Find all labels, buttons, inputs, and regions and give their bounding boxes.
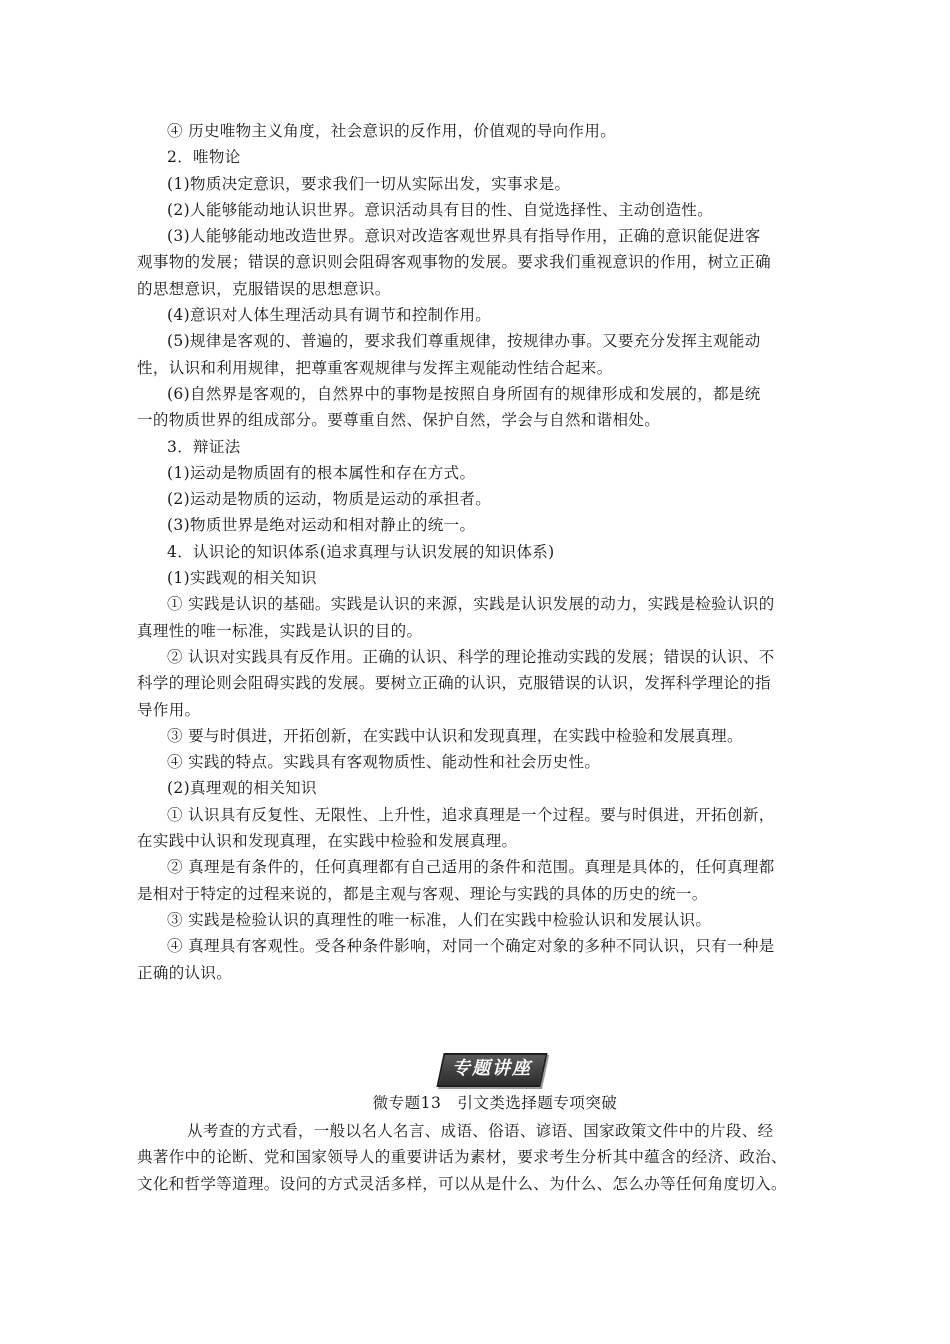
text-line: 一的物质世界的组成部分。要尊重自然、保护自然，学会与自然和谐相处。 — [137, 411, 661, 430]
intro-paragraph — [137, 1118, 817, 1197]
text-line: ② 认识对实践具有反作用。正确的认识、科学的理论推动实践的发展；错误的认识、不 — [167, 647, 775, 666]
text-line: 典著作中的论断、党和国家领导人的重要讲话为素材，要求考生分析其中蕴含的经济、政治、 — [137, 1148, 787, 1167]
text-line: 文化和哲学等道理。设问的方式灵活多样，可以从是什么、为什么、怎么办等任何角度切入。 — [137, 1174, 787, 1193]
text-line: 3．辩证法 — [167, 437, 241, 456]
text-line: 观事物的发展；错误的意识则会阻碍客观事物的发展。要求我们重视意识的作用，树立正确 — [137, 253, 772, 272]
text-line: (1)物质决定意识，要求我们一切从实际出发，实事求是。 — [167, 174, 571, 193]
text-line: ③ 实践是检验认识的真理性的唯一标准，人们在实践中检验认识和发展认识。 — [167, 910, 712, 929]
text-line: ④ 实践的特点。实践具有客观物质性、能动性和社会历史性。 — [167, 753, 601, 772]
text-line: (3)物质世界是绝对运动和相对静止的统一。 — [167, 516, 476, 535]
text-line: (2)运动是物质的运动，物质是运动的承担者。 — [167, 490, 492, 509]
text-line: (2)人能够能动地认识世界。意识活动具有目的性、自觉选择性、主动创造性。 — [167, 200, 714, 219]
section-subtitle: 微专题13 引文类选择题专项突破 — [372, 1094, 618, 1112]
text-line: (1)实践观的相关知识 — [167, 569, 317, 588]
text-line: (4)意识对人体生理活动具有调节和控制作用。 — [167, 306, 492, 325]
text-line: 科学的理论则会阻碍实践的发展。要树立正确的认识，克服错误的认识，发挥科学理论的指 — [137, 674, 772, 693]
text-line: 真理性的唯一标准，实践是认识的目的。 — [137, 621, 423, 640]
text-line: ③ 要与时俱进，开拓创新，在实践中认识和发现真理，在实践中检验和发展真理。 — [167, 726, 743, 745]
text-line: 在实践中认识和发现真理，在实践中检验和发展真理。 — [137, 832, 518, 851]
text-line: 4．认识论的知识体系(追求真理与认识发展的知识体系) — [167, 542, 555, 561]
text-line: ① 认识具有反复性、无限性、上升性，追求真理是一个过程。要与时俱进，开拓创新， — [167, 805, 775, 824]
banner-label: 专题讲座 — [452, 1058, 532, 1079]
text-line: (3)人能够能动地改造世界。意识对改造客观世界具有指导作用，正确的意识能促进客 — [167, 227, 761, 246]
text-line: (5)规律是客观的、普遍的，要求我们尊重规律，按规律办事。又要充分发挥主观能动 — [167, 332, 761, 351]
text-line: ④ 真理具有客观性。受各种条件影响，对同一个确定对象的多种不同认识，只有一种是 — [167, 937, 775, 956]
body-text — [137, 118, 817, 986]
section-banner — [0, 1047, 950, 1087]
text-line: 的思想意识，克服错误的思想意识。 — [137, 279, 391, 298]
text-line: 是相对于特定的过程来说的，都是主观与客观、理论与实践的具体的历史的统一。 — [137, 884, 708, 903]
text-line: 性，认识和利用规律，把尊重客观规律与发挥主观能动性结合起来。 — [137, 358, 613, 377]
text-line: 正确的认识。 — [137, 963, 233, 982]
text-line: ④ 历史唯物主义角度，社会意识的反作用，价值观的导向作用。 — [167, 122, 617, 140]
text-line: (2)真理观的相关知识 — [167, 779, 317, 798]
text-line: 2．唯物论 — [167, 148, 241, 167]
text-line: ① 实践是认识的基础。实践是认识的来源，实践是认识发展的动力，实践是检验认识的 — [167, 595, 775, 614]
text-line: (1)运动是物质固有的根本属性和存在方式。 — [167, 463, 476, 482]
text-line: 从考查的方式看，一般以名人名言、成语、俗语、谚语、国家政策文件中的片段、经 — [187, 1122, 774, 1140]
text-line: 导作用。 — [137, 700, 201, 719]
text-line: ② 真理是有条件的，任何真理都有自己适用的条件和范围。真理是具体的，任何真理都 — [167, 858, 775, 877]
text-line: (6)自然界是客观的，自然界中的事物是按照自身所固有的规律形成和发展的，都是统 — [167, 384, 761, 403]
